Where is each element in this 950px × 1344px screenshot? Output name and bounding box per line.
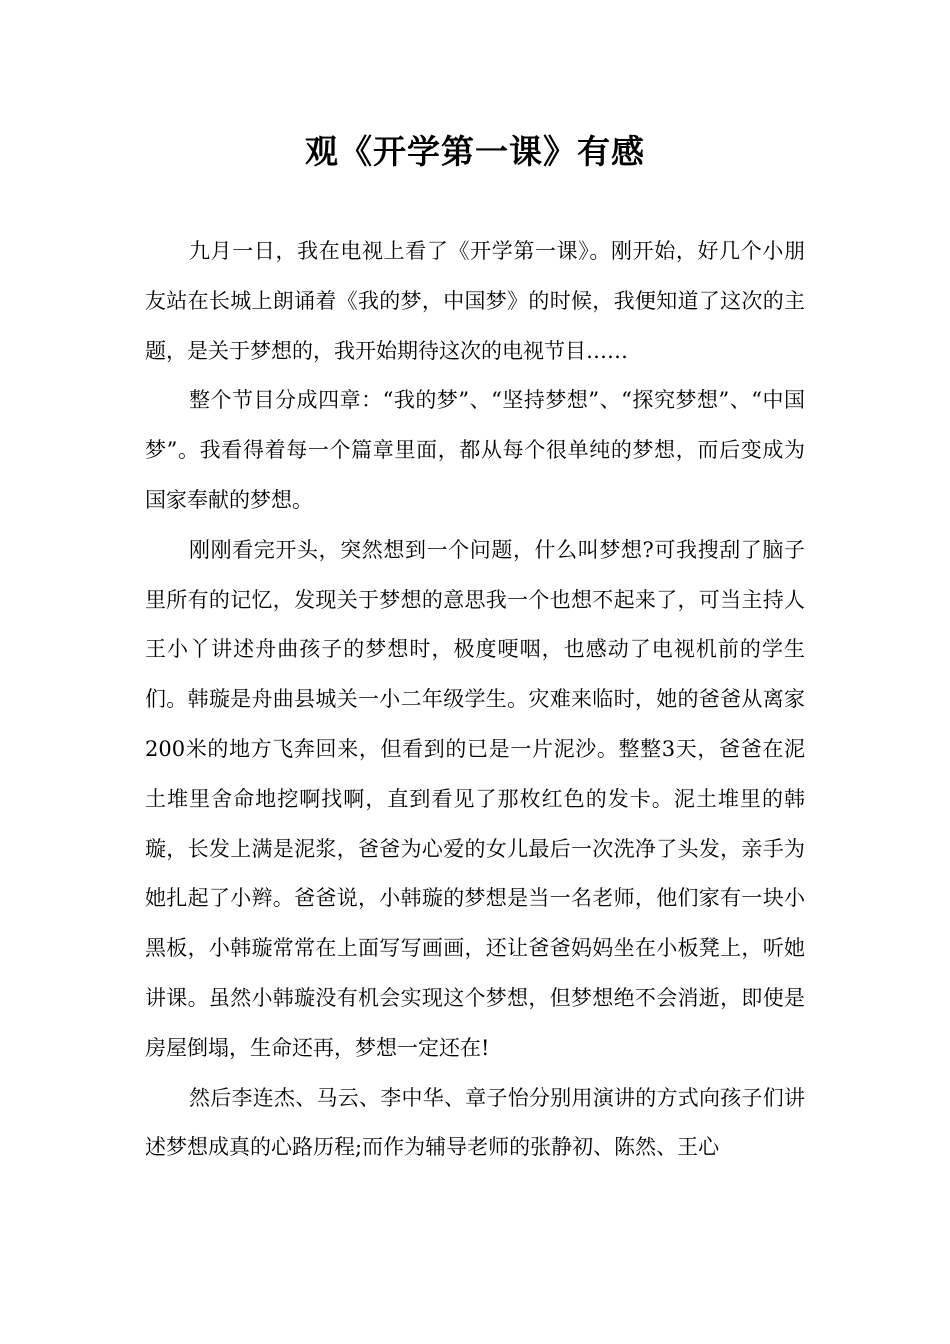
paragraph-1: 九月一日，我在电视上看了《开学第一课》。刚开始，好几个小朋友站在长城上朗诵着《我的梦，中国梦》的时候，我便知道了这次的主题，是关于梦想的，我开始期待这次的电视节目……: [145, 239, 805, 363]
document-title: 观《开学第一课》有感: [305, 132, 645, 171]
document-body: [145, 227, 805, 1173]
paragraph-4: 然后李连杰、马云、李中华、章子怡分别用演讲的方式向孩子们讲述梦想成真的心路历程;而作为辅导老师的张静初、陈然、王心: [145, 1085, 805, 1160]
paragraph-2: 整个节目分成四章：“我的梦”、“坚持梦想”、“探究梦想”、“中国梦”。我看得着每一个篇章里面，都从每个很单纯的梦想，而后变成为国家奉献的梦想。: [145, 388, 805, 512]
paragraph-3: 刚刚看完开头，突然想到一个问题，什么叫梦想?可我搜刮了脑子里所有的记忆，发现关于梦想的意思我一个也想不起来了，可当主持人王小丫讲述舟曲孩子的梦想时，极度哽咽，也感动了电视机前的学生们。韩璇是舟曲县城关一小二年级学生。灾难来临时，她的爸爸从离家200米的地方飞奔回来，但看到的已是一片泥沙。整整3天，爸爸在泥土堆里舍命地挖啊找啊，直到看见了那枚红色的发卡。泥土堆里的韩璇，长发上满是泥浆，爸爸为心爱的女儿最后一次洗净了头发，亲手为她扎起了小辫。爸爸说，小韩璇的梦想是当一名老师，他们家有一块小黑板，小韩璇常常在上面写写画画，还让爸爸妈妈坐在小板凳上，听她讲课。虽然小韩璇没有机会实现这个梦想，但梦想绝不会消逝，即使是房屋倒塌，生命还再，梦想一定还在!: [145, 537, 805, 1060]
